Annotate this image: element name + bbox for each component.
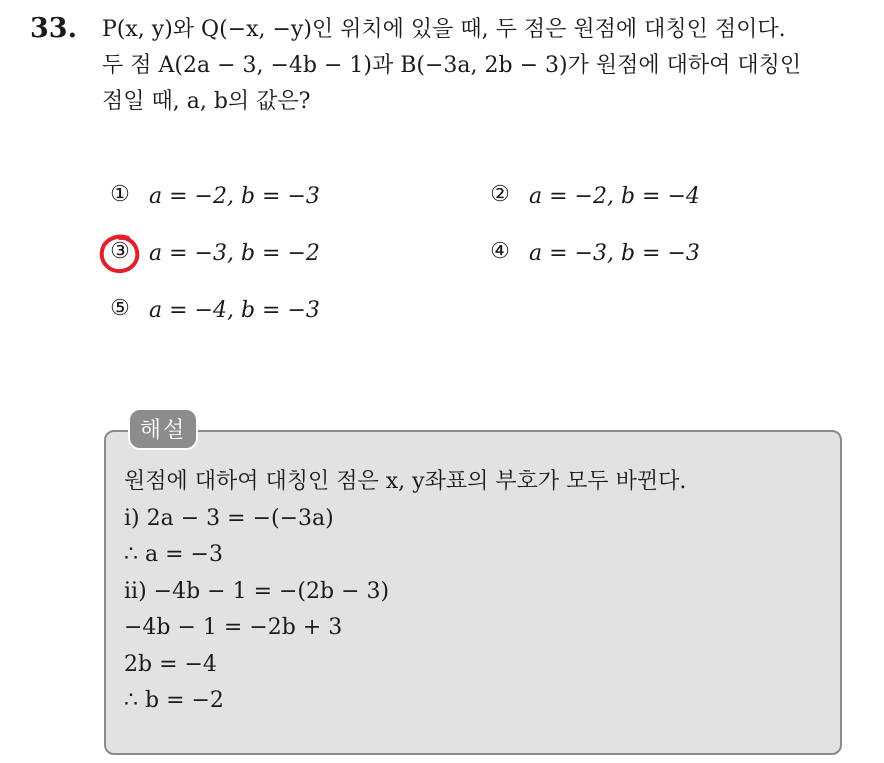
choice-number: ① [110, 182, 130, 207]
solution-line: ∴ b = −2 [124, 688, 224, 713]
problem-number: 33. [30, 13, 77, 44]
solution-tab-label: 해설 [128, 408, 198, 450]
choice-3[interactable] [105, 238, 320, 268]
solution-content [124, 464, 824, 720]
choice-number: ④ [490, 239, 510, 264]
solution-line: −4b − 1 = −2b + 3 [124, 615, 343, 640]
choice-number: ⑤ [110, 296, 130, 321]
solution-line: 원점에 대하여 대칭인 점은 x, y좌표의 부호가 모두 바뀐다. [124, 469, 687, 494]
question-line: P(x, y)와 Q(−x, −y)인 위치에 있을 때, 두 점은 원점에 대칭인 점이다. [102, 17, 786, 42]
choice-5[interactable] [105, 295, 320, 325]
choice-text: a = −2, b = −4 [529, 183, 700, 209]
solution-line: ii) −4b − 1 = −(2b − 3) [124, 578, 390, 604]
solution-line: ∴ a = −3 [124, 542, 223, 567]
choice-2[interactable] [485, 181, 700, 211]
question-line: 점일 때, a, b의 값은? [102, 89, 311, 114]
choice-number: ③ [110, 239, 130, 264]
choice-4[interactable] [485, 238, 700, 268]
choice-1[interactable] [105, 181, 320, 211]
solution-line: 2b = −4 [124, 651, 217, 677]
answer-choices [105, 176, 825, 336]
choice-text: a = −3, b = −3 [529, 240, 700, 266]
choice-text: a = −2, b = −3 [149, 183, 320, 209]
choice-number: ② [490, 182, 510, 207]
choice-text: a = −4, b = −3 [149, 297, 320, 323]
question-line: 두 점 A(2a − 3, −4b − 1)과 B(−3a, 2b − 3)가 원점에 대하여 대칭인 [102, 53, 802, 78]
question-text [102, 12, 872, 120]
solution-line: i) 2a − 3 = −(−3a) [124, 505, 334, 531]
choice-text: a = −3, b = −2 [149, 240, 320, 266]
